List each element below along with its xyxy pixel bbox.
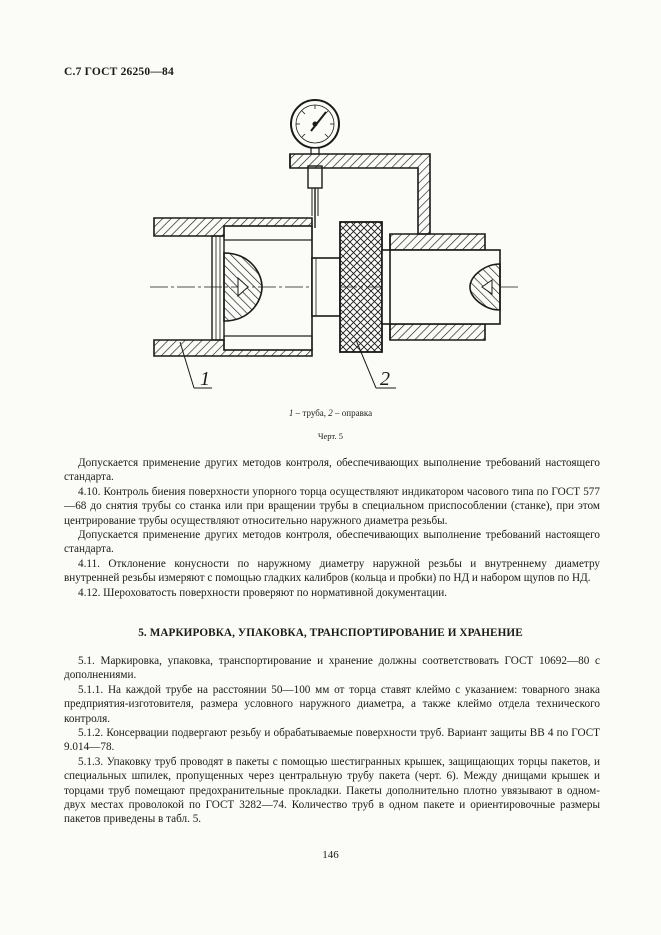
paragraph: 5.1.2. Консервации подвергают резьбу и обрабатываемые поверхности труб. Вариант защиты ВВ 4 по ГОСТ 9.014—78.	[64, 727, 600, 754]
legend-2-num: 2	[328, 408, 333, 418]
paragraph: 4.10. Контроль биения поверхности упорного торца осуществляют индикатором часового типа по ГОСТ 577—68 до снятия трубы со станка или при вращении трубы в специальном приспособлении (станке), при этом центрирование трубы осуществляют относительно наружного диаметра резьбы.	[64, 485, 600, 527]
legend-1-text: – труба,	[293, 408, 329, 418]
paragraph: 4.12. Шероховатость поверхности проверяют по нормативной документации.	[78, 586, 448, 599]
legend-1-num: 1	[288, 408, 294, 418]
right-body-upper	[390, 234, 485, 250]
paragraph: 5.1. Маркировка, упаковка, транспортирование и хранение должны соответствовать ГОСТ 10692—80 с дополнениями.	[64, 655, 600, 682]
arbor-shaft	[312, 258, 340, 316]
pipe-lower-wall	[154, 340, 312, 356]
technical-drawing	[140, 88, 530, 398]
figure-legend	[0, 408, 661, 418]
label-2: 2	[380, 368, 390, 390]
page-header: С.7 ГОСТ 26250—84	[64, 66, 174, 78]
section-title: 5. МАРКИРОВКА, УПАКОВКА, ТРАНСПОРТИРОВАНИЕ И ХРАНЕНИЕ	[138, 627, 523, 639]
text-block-bottom	[64, 654, 600, 827]
pipe-upper-wall	[154, 218, 312, 236]
figure-caption: Черт. 5	[317, 431, 343, 441]
page-number: 146	[322, 849, 339, 861]
paragraph: 4.11. Отклонение конусности по наружному диаметру наружной резьбы и внутреннему диаметру внутренней резьбы измеряют с помощью гладких калибров (кольца и пробки) по НД и набором щупов по НД.	[64, 557, 600, 585]
knurled-collar	[340, 222, 382, 352]
legend-2-text: – оправка	[332, 408, 373, 418]
label-1: 1	[200, 368, 210, 390]
paragraph: Допускается применение других методов контроля, обеспечивающих выполнение требований настоящего стандарта.	[64, 457, 600, 484]
right-body-lower	[390, 324, 485, 340]
paragraph: 5.1.3. Упаковку труб проводят в пакеты с помощью шестигранных крышек, защищающих торцы пакетов, и специальных шпилек, пропущенных через центральную трубу пакета (черт. 6). Между днищами крышек и торцами труб помещают предохранительные прокладки. Пакеты дополнительно плотно увязывают в одном-двух местах проволокой по ГОСТ 3282—74. Количество труб в одном пакете и ориентировочные размеры пакетов приведены в табл. 5.	[64, 755, 600, 826]
paragraph: 5.1.1. На каждой трубе на расстоянии 50—100 мм от торца ставят клеймо с указанием: товарного знака предприятия-изготовителя, размера условного наружного диаметра, а также клеймо отдела технического контроля.	[64, 683, 600, 725]
paragraph: Допускается применение других методов контроля, обеспечивающих выполнение требований настоящего стандарта.	[64, 529, 600, 556]
text-block-top	[64, 456, 600, 600]
